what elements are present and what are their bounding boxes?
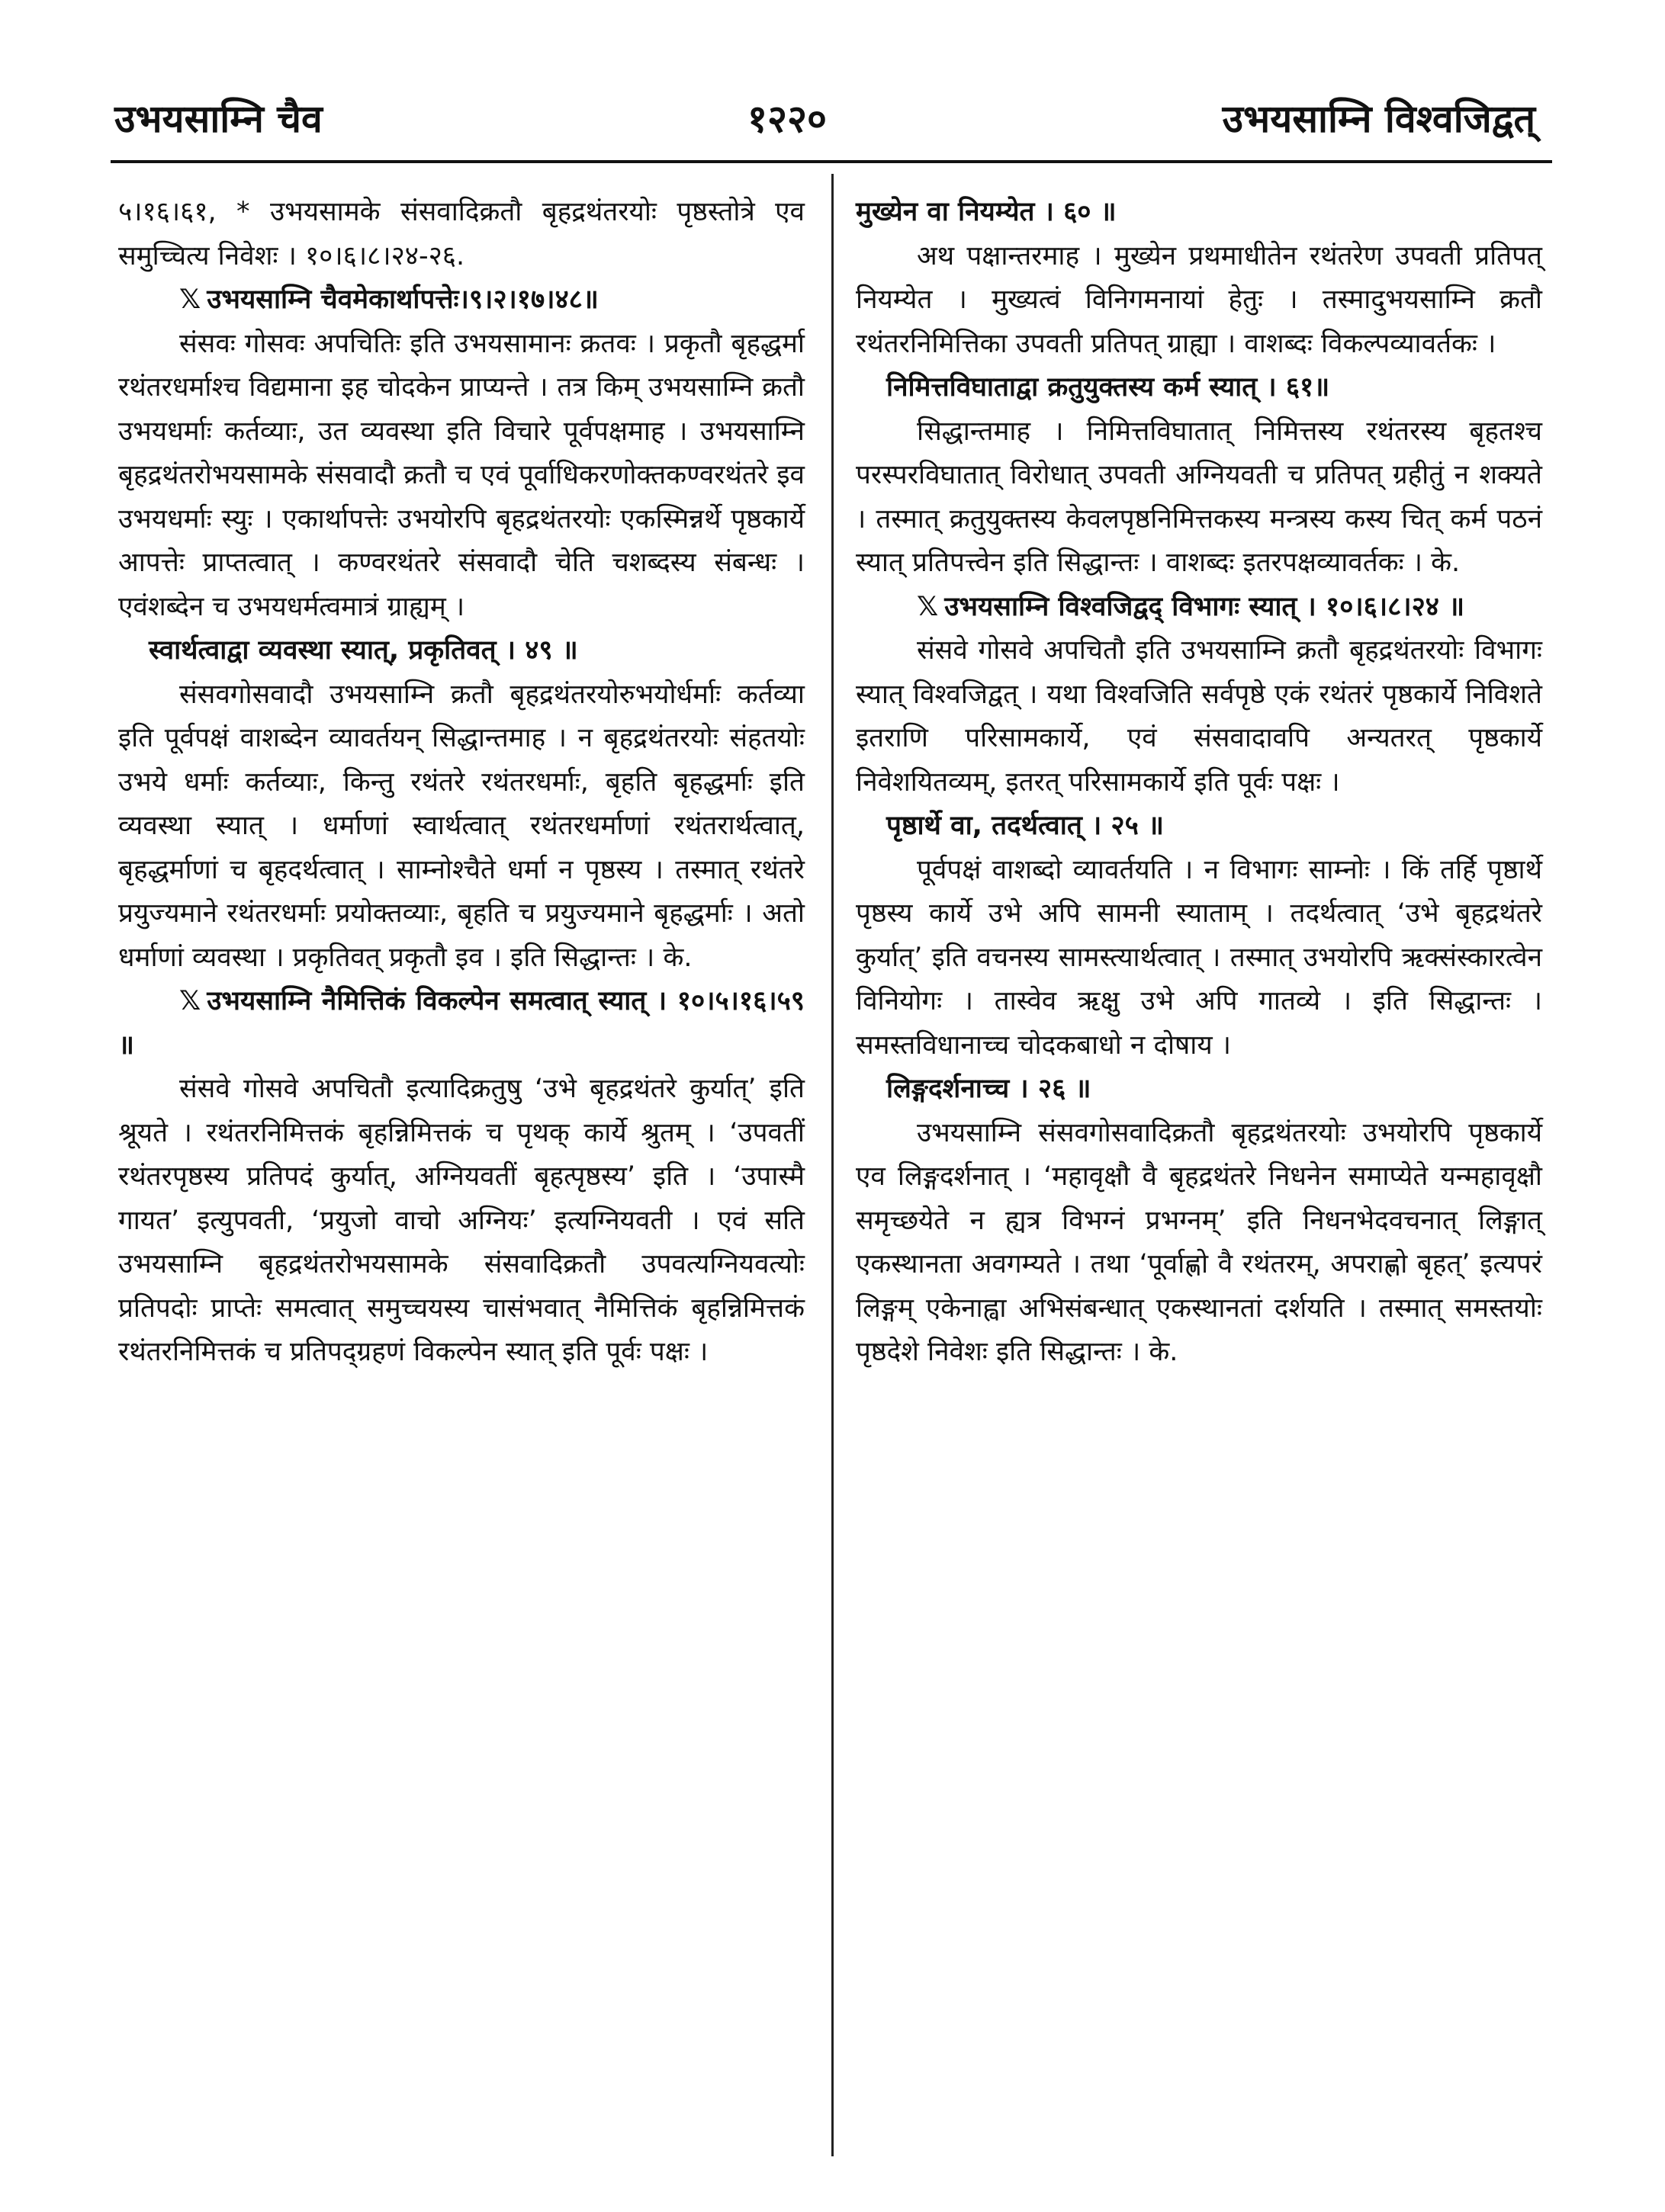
sutra-line: लिङ्गदर्शनाच्च । २६ ॥ <box>886 1074 1091 1104</box>
commentary-paragraph: पूर्वपक्षं वाशब्दो व्यावर्तयति । न विभागः साम्नोः । किं तर्हि पृष्ठार्थे पृष्ठस्य कार्ये उभे अपि सामनी स्याताम् । तदर्थत्वात् ‘उभे बृहद्रथंतरे कुर्यात्’ इति वचनस्य सामस्त्यार्थत्वात् । तस्मात् उभयोरपि ऋक्संस्कारत्वेन विनियोगः । तास्वेव ऋक्षु उभे अपि गातव्ये । इति सिद्धान्तः । समस्तविधानाच्च चोदकबाधो न दोषाय । <box>856 854 1542 1061</box>
left-column <box>118 191 805 1375</box>
heading-text: उभयसाम्नि चैवमेकार्थापत्तेः।९।२।१७।४८॥ <box>207 284 599 315</box>
commentary-paragraph: संसवगोसवादौ उभयसाम्नि क्रतौ बृहद्रथंतरयोरुभयोर्धर्माः कर्तव्या इति पूर्वपक्षं वाशब्देन व्यावर्तयन् सिद्धान्तमाह । न बृहद्रथंतरयोः संहतयोः उभये धर्माः कर्तव्याः, किन्तु रथंतरे रथंतरधर्माः, बृहति बृहद्धर्माः इति व्यवस्था स्यात् । धर्माणां स्वार्थत्वात् रथंतरधर्माणां रथंतरार्थत्वात्, बृहद्धर्माणां च बृहदर्थत्वात् । साम्नोश्चैते धर्मा न पृष्ठस्य । तस्मात् रथंतरे प्रयुज्यमाने रथंतरधर्माः प्रयोक्तव्याः, बृहति च प्रयुज्यमाने बृहद्धर्माः । अतो धर्माणां व्यवस्था । प्रकृतिवत् प्रकृतौ इव । इति सिद्धान्तः । के. <box>118 679 805 973</box>
header-rule <box>111 160 1552 163</box>
heading-text: उभयसाम्नि नैमित्तिकं विकल्पेन समत्वात् स्यात् । १०।५।१६।५९ ॥ <box>118 986 805 1061</box>
running-head-left: उभयसाम्नि चैव <box>114 97 323 141</box>
sutra-line: स्वार्थत्वाद्वा व्यवस्था स्यात्, प्रकृतिवत् । ४९ ॥ <box>149 635 578 666</box>
section-heading <box>118 278 805 323</box>
column-divider <box>831 174 834 2156</box>
running-head-right: उभयसाम्नि विश्वजिद्वत् <box>1222 97 1535 141</box>
commentary-paragraph: अथ पक्षान्तरमाह । मुख्येन प्रथमाधीतेन रथंतरेण उपवती प्रतिपत् नियम्येत । मुख्यत्वं विनिगमनायां हेतुः । तस्मादुभयसाम्नि क्रतौ रथंतरनिमित्तिका उपवती प्रतिपत् ग्राह्या । वाशब्दः विकल्पव्यावर्तकः । <box>856 240 1542 359</box>
heading-text: उभयसाम्नि विश्वजिद्वद् विभागः स्यात् । १०।६।८।२४ ॥ <box>944 591 1465 622</box>
section-mark-icon: 𝕏 <box>179 284 201 315</box>
section-heading <box>856 586 1542 630</box>
entry-reference-text: ५।१६।६१, * उभयसामके संसवादिक्रतौ बृहद्रथंतरयोः पृष्ठस्तोत्रे एव समुच्चित्य निवेशः । १०।६।८।२४-२६. <box>118 197 805 271</box>
right-column <box>856 191 1542 1375</box>
section-mark-icon: 𝕏 <box>917 591 939 622</box>
sutra-line: पृष्ठार्थे वा, तदर्थत्वात् । २५ ॥ <box>886 811 1164 841</box>
sutra-line: मुख्येन वा नियम्येत । ६० ॥ <box>856 197 1117 227</box>
sutra-line: निमित्तविघाताद्वा क्रतुयुक्तस्य कर्म स्यात् । ६१॥ <box>886 372 1330 403</box>
commentary-paragraph: सिद्धान्तमाह । निमित्तविघातात् निमित्तस्य रथंतरस्य बृहतश्च परस्परविघातात् विरोधात् उपवती अग्नियवती च प्रतिपत् ग्रहीतुं न शक्यते । तस्मात् क्रतुयुक्तस्य केवलपृष्ठनिमित्तकस्य मन्त्रस्य कस्य चित् कर्म पठनं स्यात् प्रतिपत्त्वेन इति सिद्धान्तः । वाशब्दः इतरपक्षव्यावर्तकः । के. <box>856 416 1542 578</box>
section-mark-icon: 𝕏 <box>179 986 201 1016</box>
commentary-paragraph: उभयसाम्नि संसवगोसवादिक्रतौ बृहद्रथंतरयोः उभयोरपि पृष्ठकार्ये एव लिङ्गदर्शनात् । ‘महावृक्षौ वै बृहद्रथंतरे निधनेन समाप्येते यन्महावृक्षौ समृच्छयेते न ह्यत्र विभग्नं प्रभग्नम्’ इति निधनभेदवचनात् लिङ्गात् एकस्थानता अवगम्यते । तथा ‘पूर्वाह्णो वै रथंतरम्, अपराह्णो बृहत्’ इत्यपरं लिङ्गम् एकेनाह्वा अभिसंबन्धात् एकस्थानतां दर्शयति । तस्मात् समस्तयोः पृष्ठदेशे निवेशः इति सिद्धान्तः । के. <box>856 1117 1542 1367</box>
page-number: १२२० <box>747 97 827 141</box>
commentary-paragraph: संसवे गोसवे अपचितौ इति उभयसाम्नि क्रतौ बृहद्रथंतरयोः विभागः स्यात् विश्वजिद्वत् । यथा विश्वजिति सर्वपृष्ठे एकं रथंतरं पृष्ठकार्ये निविशते इतराणि परिसामकार्ये, एवं संसवादावपि अन्यतरत् पृष्ठकार्ये निवेशयितव्यम्, इतरत् परिसामकार्ये इति पूर्वः पक्षः । <box>856 635 1542 798</box>
commentary-paragraph: संसवः गोसवः अपचितिः इति उभयसामानः क्रतवः । प्रकृतौ बृहद्धर्मा रथंतरधर्माश्च विद्यमाना इह चोदकेन प्राप्यन्ते । तत्र किम् उभयसाम्नि क्रतौ उभयधर्माः कर्तव्याः, उत व्यवस्था इति विचारे पूर्वपक्षमाह । उभयसाम्नि बृहद्रथंतरोभयसामके संसवादौ क्रतौ च एवं पूर्वाधिकरणोक्तकण्वरथंतरे इव उभयधर्माः स्युः । एकार्थापत्तेः उभयोरपि बृहद्रथंतरयोः एकस्मिन्नर्थे पृष्ठकार्ये आपत्तेः प्राप्तत्वात् । कण्वरथंतरे संसवादौ चेति चशब्दस्य संबन्धः । एवंशब्देन च उभयधर्मत्वमात्रं ग्राह्यम् । <box>118 328 805 622</box>
section-heading <box>118 980 805 1067</box>
commentary-paragraph: संसवे गोसवे अपचितौ इत्यादिक्रतुषु ‘उभे बृहद्रथंतरे कुर्यात्’ इति श्रूयते । रथंतरनिमित्तकं बृहन्निमित्तकं च पृथक् कार्ये श्रुतम् । ‘उपवतीं रथंतरपृष्ठस्य प्रतिपदं कुर्यात्, अग्नियवतीं बृहत्पृष्ठस्य’ इति । ‘उपास्मै गायत’ इत्युपवती, ‘प्रयुजो वाचो अग्नियः’ इत्यग्नियवती । एवं सति उभयसाम्नि बृहद्रथंतरोभयसामके संसवादिक्रतौ उपवत्यग्नियवत्योः प्रतिपदोः प्राप्तेः समत्वात् समुच्चयस्य चासंभवात् नैमित्तिकं बृहन्निमित्तकं रथंतरनिमित्तकं च प्रतिपद्ग्रहणं विकल्पेन स्यात् इति पूर्वः पक्षः । <box>118 1074 805 1367</box>
